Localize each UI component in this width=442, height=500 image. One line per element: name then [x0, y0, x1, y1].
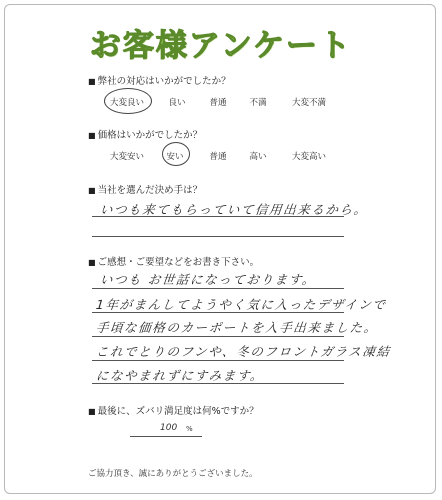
question-reason-label: 当社を選んだ決め手は？ — [97, 185, 203, 196]
answer-line — [92, 360, 344, 361]
bullet-icon: ■ — [88, 186, 96, 195]
answer-line — [92, 336, 344, 337]
option-service-5[interactable]: 大変不満 — [291, 98, 327, 108]
question-service — [88, 73, 231, 87]
thanks-message: ご協力頂き、誠にありがとうございました。 — [88, 469, 258, 479]
comment-line-3[interactable]: 手頃な価格のカーポートを入手出来ました。 — [95, 320, 379, 335]
comment-line-1[interactable]: いつも お世話になっております。 — [99, 272, 317, 287]
bullet-icon: ■ — [88, 258, 96, 267]
option-service-1[interactable]: 大変良い — [109, 98, 145, 108]
answer-reason[interactable]: いつも来てもらっていて信用出来るから。 — [99, 202, 369, 217]
answer-line — [92, 288, 344, 289]
percent-unit: % — [186, 425, 193, 433]
option-service-2[interactable]: 良い — [168, 98, 186, 108]
option-price-5[interactable]: 大変高い — [291, 152, 327, 162]
answer-line — [92, 236, 344, 237]
option-service-3[interactable]: 普通 — [209, 98, 227, 108]
option-price-1[interactable]: 大変安い — [109, 152, 145, 162]
answer-line — [92, 312, 344, 313]
answer-line — [92, 216, 344, 217]
option-service-4[interactable]: 不満 — [249, 98, 267, 108]
comment-line-5[interactable]: になやまれずにすみます。 — [95, 368, 265, 383]
question-comments — [88, 254, 259, 268]
question-comments-label: ご感想・ご要望などをお書き下さい。 — [97, 257, 260, 268]
comment-line-2[interactable]: 1年がまんしてようやく気に入ったデザインで — [95, 297, 388, 312]
question-reason — [88, 182, 202, 196]
question-price-label: 価格はいかがでしたか？ — [97, 130, 203, 141]
question-satisfaction — [88, 403, 259, 417]
satisfaction-value[interactable]: 100 — [160, 423, 178, 433]
answer-line — [92, 383, 344, 384]
option-price-2[interactable]: 安い — [166, 152, 184, 162]
option-price-4[interactable]: 高い — [249, 152, 267, 162]
question-price — [88, 127, 202, 141]
question-service-label: 弊社の対応はいかがでしたか？ — [97, 76, 231, 87]
selection-circle-price — [162, 142, 190, 166]
survey-title: お客様アンケート — [89, 28, 353, 64]
question-satisfaction-label: 最後に、ズバリ満足度は何%ですか？ — [97, 406, 259, 417]
satisfaction-line — [130, 436, 202, 437]
bullet-icon: ■ — [88, 77, 96, 86]
comment-line-4[interactable]: これでとりのフンや、冬のフロントガラス凍結 — [95, 344, 392, 359]
bullet-icon: ■ — [88, 131, 96, 140]
bullet-icon: ■ — [88, 407, 96, 416]
selection-circle-service — [104, 88, 152, 114]
option-price-3[interactable]: 普通 — [209, 152, 227, 162]
